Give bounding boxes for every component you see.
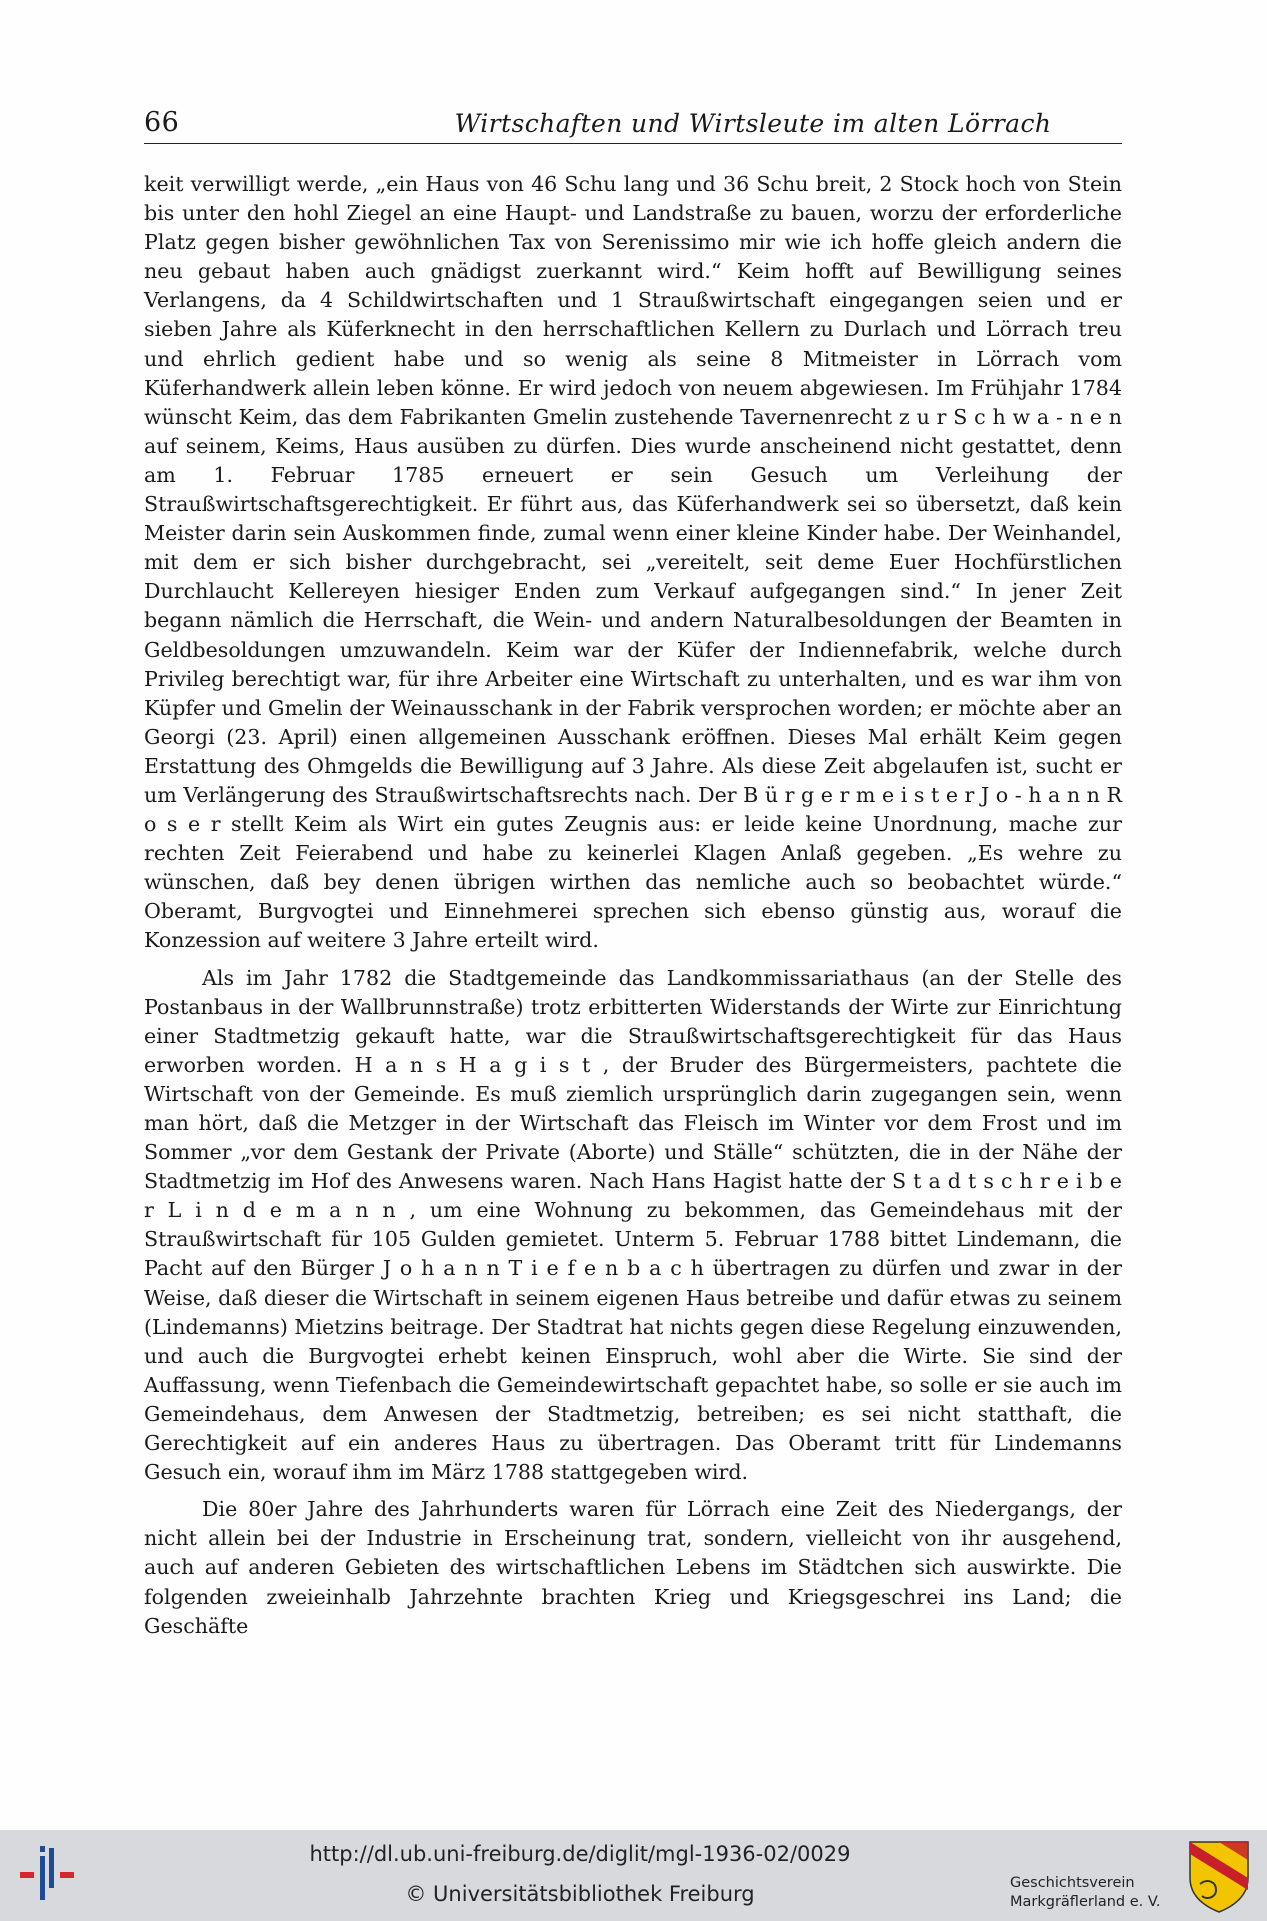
page-number: 66 — [144, 107, 180, 138]
society-name — [1010, 1874, 1180, 1912]
viewer-footer — [0, 1830, 1267, 1921]
paragraph-2: Als im Jahr 1782 die Stadtgemeinde das Landkommissariathaus (an der Stelle des Postanbaus in der Wallbrunnstraße) trotz erbitterten Widerstands der Wirte zur Einrichtung einer Stadtmetzig gekauft hatte, war die Straußwirtschaftsgerechtigkeit für das Haus erworben worden. H a n s H a g i s t , der Bruder des Bürgermeisters, pachtete die Wirtschaft von der Gemeinde. Es muß ziemlich ursprünglich darin zugegangen sein, wenn man hört, daß die Metzger in der Wirtschaft das Fleisch im Winter vor dem Frost und im Sommer „vor dem Gestank der Private (Aborte) und Ställe“ schützten, die in der Nähe der Stadtmetzig im Hof des Anwesens waren. Nach Hans Hagist hatte der S t a d t s c h r e i b e r L i n d e m a n n , um eine Wohnung zu bekommen, das Gemeindehaus mit der Straußwirtschaft für 105 Gulden gemietet. Unterm 5. Februar 1788 bittet Lindemann, die Pacht auf den Bürger J o h a n n T i e f e n b a c h übertragen zu dürfen und zwar in der Weise, daß dieser die Wirtschaft in seinem eigenen Haus betreibe und dafür etwas zu seinem (Lindemanns) Mietzins beitrage. Der Stadtrat hat nichts gegen diese Regelung einzuwenden, und auch die Burgvogtei erhebt keinen Einspruch, wohl aber die Wirte. Sie sind der Auffassung, wenn Tiefenbach die Gemeindewirtschaft gepachtet habe, so solle er sie auch im Gemeindehaus, dem Anwesen der Stadtmetzig, betreiben; es sei nicht statthaft, die Gerechtigkeit auf ein anderes Haus zu übertragen. Das Oberamt tritt für Lindemanns Gesuch ein, worauf ihm im März 1788 stattgegeben wird. — [144, 965, 1122, 1485]
paragraph-3: Die 80er Jahre des Jahrhunderts waren für Lörrach eine Zeit des Niedergangs, der nicht allein bei der Industrie in Erscheinung trat, sondern, vielleicht von ihr ausgehend, auch auf anderen Gebieten des wirtschaftlichen Lebens im Städtchen sich auswirkte. Die folgenden zweieinhalb Jahrzehnte brachten Krieg und Kriegsgeschrei ins Land; die Geschäfte — [144, 1497, 1122, 1638]
ub-freiburg-logo-icon[interactable] — [14, 1842, 80, 1908]
permalink-url[interactable]: http://dl.ub.uni-freiburg.de/diglit/mgl-1936-02/0029 — [309, 1842, 851, 1866]
page-header — [144, 103, 1122, 144]
society-name-line-2: Markgräflerland e. V. — [1010, 1894, 1161, 1910]
body-text — [144, 170, 1122, 1641]
society-name-line-1: Geschichtsverein — [1010, 1875, 1135, 1891]
coat-of-arms-icon — [1186, 1838, 1252, 1914]
running-title: Wirtschaften und Wirtsleute im alten Lörrach — [454, 109, 1052, 138]
paragraph-1: keit verwilligt werde, „ein Haus von 46 Schu lang und 36 Schu breit, 2 Stock hoch von Stein bis unter den hohl Ziegel an eine Haupt- und Landstraße zu bauen, worzu der erforderliche Platz gegen bisher gewöhnlichen Tax von Serenissimo mir wie ich hoffe gleich andern die neu gebaut haben auch gnädigst zuerkannt wird.“ Keim hofft auf Bewilligung seines Verlangens, da 4 Schildwirtschaften und 1 Straußwirtschaft eingegangen seien und er sieben Jahre als Küferknecht in den herrschaftlichen Kellern zu Durlach und Lörrach treu und ehrlich gedient habe und so wenig als seine 8 Mitmeister in Lörrach vom Küferhandwerk allein leben könne. Er wird jedoch von neuem abgewiesen. Im Frühjahr 1784 wünscht Keim, das dem Fabrikanten Gmelin zustehende Tavernenrecht z u r S c h w a - n e n auf seinem, Keims, Haus ausüben zu dürfen. Dies wurde anscheinend nicht gestattet, denn am 1. Februar 1785 erneuert er sein Gesuch um Verleihung der Straußwirtschaftsgerechtigkeit. Er führt aus, das Küferhandwerk sei so übersetzt, daß kein Meister darin sein Auskommen finde, zumal wenn einer kleine Kinder habe. Der Weinhandel, mit dem er sich bisher durchgebracht, sei „vereitelt, seit deme Euer Hochfürstlichen Durchlaucht Kellereyen hiesiger Enden zum Verkauf aufgegangen sind.“ In jener Zeit begann nämlich die Herrschaft, die Wein- und andern Naturalbesoldungen der Beamten in Geldbesoldungen umzuwandeln. Keim war der Küfer der Indiennefabrik, welche durch Privileg berechtigt war, für ihre Arbeiter eine Wirtschaft zu unterhalten, und es war ihm von Küpfer und Gmelin der Weinausschank in der Fabrik versprochen worden; er möchte aber an Georgi (23. April) einen allgemeinen Ausschank eröffnen. Dieses Mal erhält Keim gegen Erstattung des Ohmgelds die Bewilligung auf 3 Jahre. Als diese Zeit abgelaufen ist, sucht er um Verlängerung des Straußwirtschaftsrechts nach. Der B ü r g e r m e i s t e r J o - h a n n R o s e r stellt Keim als Wirt ein gutes Zeugnis aus: er leide keine Unordnung, mache zur rechten Zeit Feierabend und habe zu keinerlei Klagen Anlaß gegeben. „Es wehre zu wünschen, daß bey denen übrigen wirthen das nemliche auch so beobachtet würde.“ Oberamt, Burgvogtei und Einnehmerei sprechen sich ebenso günstig aus, worauf die Konzession auf weitere 3 Jahre erteilt wird. — [144, 172, 1122, 953]
copyright-notice: © Universitätsbibliothek Freiburg — [405, 1882, 755, 1906]
